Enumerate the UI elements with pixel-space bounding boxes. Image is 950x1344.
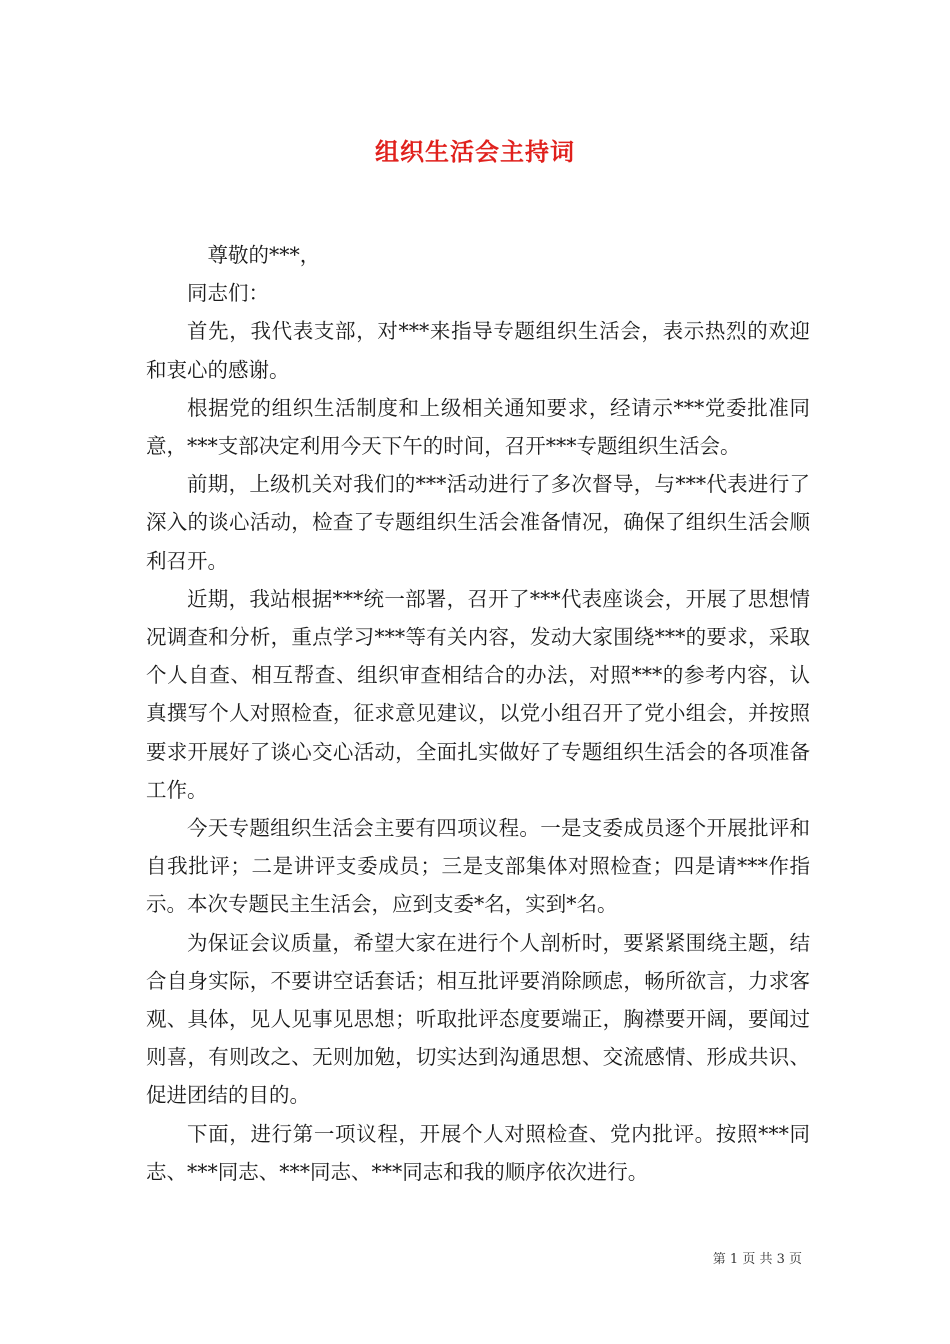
document-body (146, 236, 810, 1191)
body-paragraph: 今天专题组织生活会主要有四项议程。一是支委成员逐个开展批评和自我批评；二是讲评支委成员；三是支部集体对照检查；四是请***作指示。本次专题民主生活会，应到支委*名，实到*名。 (146, 816, 810, 917)
salutation-line: 同志们： (187, 281, 269, 306)
body-paragraph: 前期，上级机关对我们的***活动进行了多次督导，与***代表进行了深入的谈心活动，检查了专题组织生活会准备情况，确保了组织生活会顺利召开。 (146, 472, 810, 573)
body-paragraph: 为保证会议质量，希望大家在进行个人剖析时，要紧紧围绕主题，结合自身实际，不要讲空话套话；相互批评要消除顾虑，畅所欲言，力求客观、具体，见人见事见思想；听取批评态度要端正，胸襟要开阔，要闻过则喜，有则改之、无则加勉，切实达到沟通思想、交流感情、形成共识、促进团结的目的。 (146, 930, 810, 1108)
body-paragraph: 下面，进行第一项议程，开展个人对照检查、党内批评。按照***同志、***同志、***同志、***同志和我的顺序依次进行。 (146, 1121, 810, 1184)
body-paragraph: 首先，我代表支部，对***来指导专题组织生活会，表示热烈的欢迎和衷心的感谢。 (146, 319, 810, 382)
body-paragraph: 近期，我站根据***统一部署，召开了***代表座谈会，开展了思想情况调查和分析，重点学习***等有关内容，发动大家围绕***的要求，采取个人自查、相互帮查、组织审查相结合的办法，对照***的参考内容，认真撰写个人对照检查，征求意见建议，以党小组召开了党小组会，并按照要求开展好了谈心交心活动，全面扎实做好了专题组织生活会的各项准备工作。 (146, 586, 810, 802)
document-title: 组织生活会主持词 (375, 137, 575, 166)
page-number: 第 1 页 共 3 页 (712, 1252, 802, 1267)
body-paragraph: 根据党的组织生活制度和上级相关通知要求，经请示***党委批准同意，***支部决定利用今天下午的时间，召开***专题组织生活会。 (146, 395, 810, 459)
greeting-line: 尊敬的***， (207, 243, 321, 267)
